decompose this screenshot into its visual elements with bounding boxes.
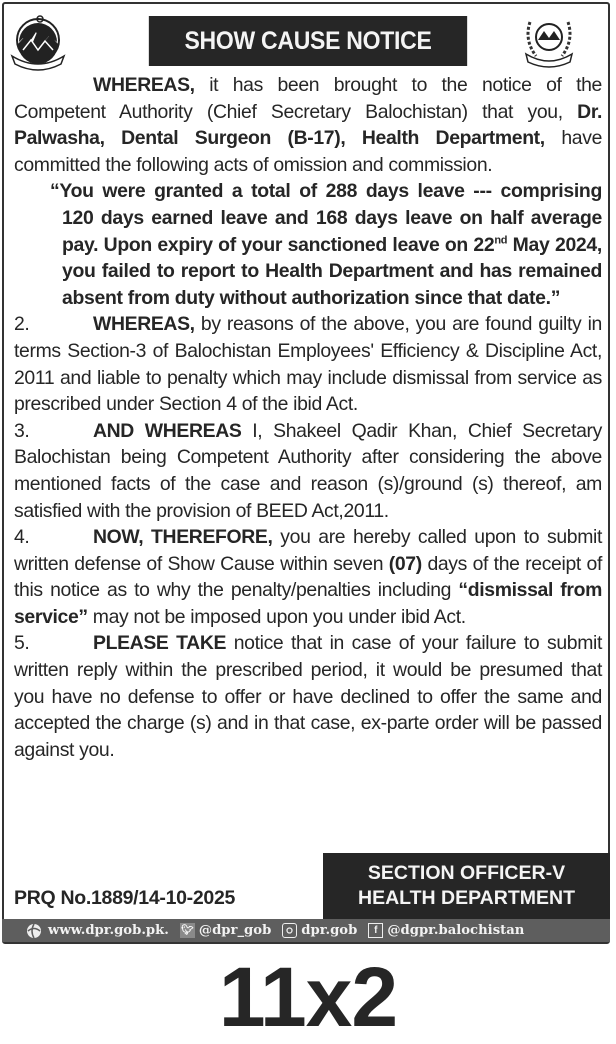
quote-superscript: nd	[494, 234, 508, 247]
paragraph-2	[14, 311, 602, 417]
instagram-icon	[282, 923, 297, 938]
instagram-handle[interactable]: dpr.gob	[301, 923, 358, 938]
paragraph-lead: NOW, THEREFORE,	[93, 526, 273, 549]
paragraph-number: 5.	[14, 632, 30, 655]
notice-body	[14, 72, 602, 763]
paragraph-number: 4.	[14, 526, 30, 549]
paragraph-number: 3.	[14, 419, 30, 442]
notice-title: SHOW CAUSE NOTICE	[149, 16, 467, 66]
paragraph-number: 2.	[14, 313, 30, 336]
footer-website[interactable]	[24, 923, 169, 938]
footer-instagram[interactable]	[282, 923, 357, 938]
paragraph-text: may not be imposed upon you under ibid Act.	[87, 605, 466, 628]
facebook-icon: f	[368, 923, 383, 938]
ad-size-label: 11x2	[218, 950, 398, 1044]
prq-number: PRQ No.1889/14-10-2025	[14, 887, 236, 909]
footer-facebook[interactable]	[368, 923, 524, 938]
charge-quote	[50, 178, 602, 311]
paragraph-4	[14, 524, 602, 630]
paragraph-text: days of the receipt of this notice as to why the penalty/penalties including	[14, 552, 602, 602]
paragraph-lead: WHEREAS,	[93, 313, 195, 336]
quote-part-2: May 2024, you failed to report to Health Department and has remained absent from duty without authorization since that date.”	[62, 233, 602, 309]
paragraph-text: I, Shakeel Qadir Khan, Chief Secretary Balochistan being Competent Authority after considering the above mentioned facts of the case and reason (s)/ground (s) thereof, am satisfied with the provision of BEED Act,2011.	[14, 419, 602, 522]
facebook-handle[interactable]: @dgpr.balochistan	[387, 923, 525, 938]
respondent-name: Dr. Palwasha, Dental Surgeon (B-17), Health Department,	[14, 100, 602, 150]
signature-title: SECTION OFFICER-V	[367, 862, 566, 884]
intro-text-1: it has been brought to the notice of the Competent Authority (Chief Secretary Balochistan) that you,	[14, 74, 602, 123]
balochistan-emblem-logo	[9, 10, 67, 72]
paragraph-lead: AND WHEREAS	[93, 419, 242, 442]
paragraph-text: notice that in case of your failure to submit written reply within the prescribed period, it would be presumed that you have no defense to offer or have declined to offer the same and accepted the charge (s) and in that case, ex-parte order will be passed against you.	[14, 632, 603, 761]
penalty-phrase: “dismissal from service”	[14, 579, 602, 628]
dpr-emblem-logo	[520, 10, 578, 72]
signature-department: HEALTH DEPARTMENT	[357, 887, 575, 909]
quote-part-1: “You were granted a total of 288 days leave --- comprising 120 days earned leave and 168 days leave on half average pay. Upon expiry of your sanctioned leave on 22	[50, 180, 602, 256]
website-link[interactable]: www.dpr.gob.pk.	[48, 923, 169, 938]
deadline-days: (07)	[388, 552, 422, 575]
globe-icon	[24, 923, 44, 938]
twitter-handle[interactable]: @dpr_gob	[198, 923, 272, 938]
paragraph-text: by reasons of the above, you are found guilty in terms Section-3 of Balochistan Employees' Efficiency & Discipline Act, 2011 and liable to penalty which may include dismissal from service as prescribed under Section 4 of the ibid Act.	[14, 313, 602, 416]
footer-contact-bar	[2, 919, 610, 942]
footer-twitter[interactable]	[180, 923, 271, 938]
intro-text-2: have committed the following acts of omission and commission.	[14, 127, 602, 176]
intro-paragraph	[14, 72, 602, 178]
paragraph-3	[14, 418, 602, 524]
twitter-icon: 🐦︎	[181, 925, 194, 936]
signature-block	[323, 853, 610, 919]
paragraph-5	[14, 630, 602, 763]
paragraph-lead: PLEASE TAKE	[93, 632, 227, 655]
intro-lead: WHEREAS,	[93, 74, 195, 96]
paragraph-text: you are hereby called upon to submit written defense of Show Cause within seven	[14, 526, 602, 575]
